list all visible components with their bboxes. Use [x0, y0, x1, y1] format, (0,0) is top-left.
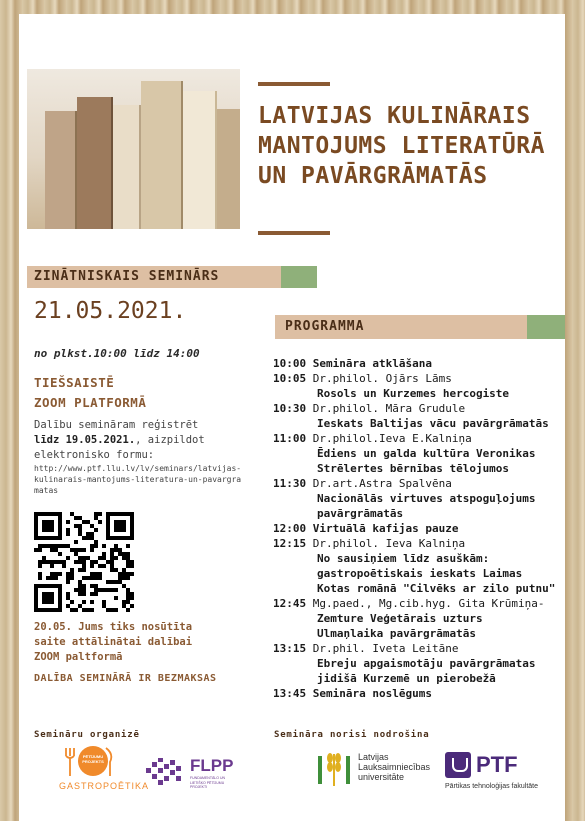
programme-item	[273, 536, 565, 551]
programme-item-line	[273, 446, 565, 461]
programme-item-line	[273, 386, 565, 401]
programme-text: Dr.phil. Iveta Leitāne	[312, 642, 459, 655]
llu-line: Latvijas	[358, 752, 389, 762]
qr-module	[118, 580, 122, 584]
programme-item-line	[273, 461, 565, 476]
qr-module	[38, 560, 42, 564]
flpp-subtitle	[190, 776, 225, 790]
qr-module	[114, 588, 118, 592]
qr-module	[110, 556, 114, 560]
qr-module	[130, 564, 134, 568]
qr-module	[98, 572, 102, 576]
qr-module	[66, 556, 70, 560]
programme-item	[273, 371, 565, 386]
programme-text: Dr.philol. Ieva Kalniņa	[312, 537, 466, 550]
qr-module	[78, 532, 82, 536]
qr-module	[90, 544, 94, 548]
qr-module	[86, 536, 90, 540]
qr-module	[122, 576, 126, 580]
programme-text: Ēdiens un galda kultūra Veronikas	[317, 447, 536, 460]
qr-module	[78, 604, 82, 608]
programme-text: Semināra noslēgums	[312, 687, 432, 700]
qr-module	[94, 544, 98, 548]
ptf-name: PTF	[476, 752, 518, 777]
qr-module	[82, 600, 86, 604]
programme-text: gastropoētiskais ieskats Laimas	[317, 567, 523, 580]
qr-module	[118, 552, 122, 556]
online-line: ZOOM PLATFORMĀ	[34, 395, 147, 410]
qr-module	[94, 584, 98, 588]
qr-module	[122, 600, 126, 604]
qr-module	[78, 548, 82, 552]
qr-module	[42, 560, 46, 564]
programme-item	[273, 356, 565, 371]
programme-item	[273, 401, 565, 416]
programme-item-line	[273, 491, 565, 506]
qr-module	[90, 572, 94, 576]
qr-module	[102, 604, 106, 608]
qr-module	[86, 608, 90, 612]
qr-module	[62, 564, 66, 568]
programme-item-line	[273, 566, 565, 581]
programme-time: 11:00	[273, 432, 313, 445]
qr-module	[82, 576, 86, 580]
qr-module	[122, 556, 126, 560]
notice-line: saite attālinātai dalībai	[34, 636, 193, 648]
programme-text: Nacionālās virtuves atspoguļojums	[317, 492, 536, 505]
qr-module	[94, 528, 98, 532]
qr-module	[122, 584, 126, 588]
qr-module	[50, 548, 54, 552]
programme-accent	[527, 315, 565, 339]
qr-module	[94, 588, 98, 592]
qr-module	[38, 544, 42, 548]
programme-item	[273, 596, 565, 611]
gastro-badge-line: PROJEKTS	[82, 759, 104, 764]
qr-module	[86, 556, 90, 560]
qr-module	[126, 600, 130, 604]
programme-text: Rosols un Kurzemes hercogiste	[317, 387, 510, 400]
title-line: MANTOJUMS LITERATŪRĀ	[258, 133, 545, 159]
qr-module	[98, 556, 102, 560]
llu-name	[358, 752, 430, 782]
qr-module	[106, 560, 110, 564]
title-rule-top	[258, 82, 330, 86]
qr-module	[90, 524, 94, 528]
qr-module	[126, 560, 130, 564]
qr-module	[82, 568, 86, 572]
qr-module	[38, 572, 42, 576]
qr-module	[42, 520, 54, 532]
qr-module	[90, 608, 94, 612]
qr-module	[130, 560, 134, 564]
qr-module	[66, 544, 70, 548]
qr-module	[98, 564, 102, 568]
qr-module	[130, 572, 134, 576]
qr-module	[90, 548, 94, 552]
seminar-type-label: ZINĀTNISKAIS SEMINĀRS	[34, 269, 220, 284]
qr-module	[102, 564, 106, 568]
programme-time: 10:05	[273, 372, 313, 385]
qr-module	[110, 580, 114, 584]
programme-time: 12:45	[273, 597, 313, 610]
online-info	[34, 373, 146, 413]
flpp-name: FLPP	[190, 756, 234, 775]
programme-item	[273, 431, 565, 446]
flpp-sub-line: FUNDAMENTĀLO UN	[190, 776, 226, 780]
qr-module	[82, 592, 86, 596]
qr-module	[78, 592, 82, 596]
qr-module	[94, 512, 98, 516]
programme-time: 10:30	[273, 402, 313, 415]
qr-module	[114, 580, 118, 584]
qr-module	[110, 560, 114, 564]
qr-module	[102, 556, 106, 560]
programme-text: Ulmaņlaika pavārgrāmatās	[317, 627, 476, 640]
registration-line: , aizpildot	[135, 434, 205, 446]
qr-module	[94, 516, 98, 520]
registration-deadline: līdz 19.05.2021.	[34, 434, 136, 446]
qr-module	[70, 600, 74, 604]
seminar-date: 21.05.2021.	[34, 298, 187, 324]
qr-module	[54, 544, 58, 548]
programme-time: 12:00	[273, 522, 313, 535]
programme-item-line	[273, 611, 565, 626]
qr-module	[42, 592, 54, 604]
qr-module	[90, 536, 94, 540]
registration-link[interactable]: http://www.ptf.llu.lv/lv/seminars/latvijas-kulinarais-mantojums-literatura-un-pavargramatas	[34, 464, 242, 495]
qr-module	[78, 524, 82, 528]
qr-module	[58, 544, 62, 548]
qr-module	[78, 556, 82, 560]
title-rule-bottom	[258, 231, 330, 235]
qr-module	[122, 568, 126, 572]
qr-module	[38, 564, 42, 568]
qr-module	[118, 548, 122, 552]
qr-module	[46, 544, 50, 548]
qr-module	[126, 552, 130, 556]
qr-module	[98, 576, 102, 580]
qr-module	[90, 532, 94, 536]
qr-code[interactable]	[34, 512, 134, 612]
programme-text: Dr.philol.Ieva E.Kalniņa	[312, 432, 472, 445]
qr-module	[126, 556, 130, 560]
qr-module	[66, 596, 70, 600]
qr-module	[82, 548, 86, 552]
organizer-label: Semināru organizē	[34, 730, 140, 740]
free-participation: DALĪBA SEMINĀRĀ IR BEZMAKSAS	[34, 673, 217, 684]
qr-module	[110, 588, 114, 592]
qr-module	[114, 544, 118, 548]
qr-module	[130, 604, 134, 608]
qr-module	[82, 564, 86, 568]
llu-line: universitāte	[358, 772, 405, 782]
qr-module	[82, 536, 86, 540]
qr-module	[98, 588, 102, 592]
qr-module	[114, 520, 126, 532]
programme-item-line	[273, 416, 565, 431]
qr-module	[58, 572, 62, 576]
qr-module	[110, 564, 114, 568]
qr-module	[70, 512, 74, 516]
qr-module	[106, 588, 110, 592]
qr-module	[66, 572, 70, 576]
qr-module	[50, 572, 54, 576]
qr-module	[74, 540, 78, 544]
qr-module	[82, 520, 86, 524]
qr-module	[70, 568, 74, 572]
qr-module	[130, 592, 134, 596]
qr-module	[62, 560, 66, 564]
flpp-sub-line: LIETIŠĶO PĒTĪJUMU	[190, 780, 225, 785]
books-image	[27, 69, 240, 229]
qr-module	[86, 532, 90, 536]
programme-text: Ieskats Baltijas vācu pavārgrāmatās	[317, 417, 549, 430]
programme-time: 10:00	[273, 357, 313, 370]
programme-text: Kotas romānā "Cilvēks ar zilo putnu"	[317, 582, 556, 595]
programme-item-line	[273, 506, 565, 521]
programme-time: 13:15	[273, 642, 313, 655]
qr-module	[54, 576, 58, 580]
qr-module	[62, 544, 66, 548]
qr-module	[110, 608, 114, 612]
qr-module	[94, 560, 98, 564]
qr-module	[114, 556, 118, 560]
qr-module	[78, 560, 82, 564]
qr-module	[94, 576, 98, 580]
qr-module	[50, 560, 54, 564]
qr-module	[42, 544, 46, 548]
notice-line: ZOOM paltformā	[34, 651, 123, 663]
qr-module	[118, 576, 122, 580]
qr-module	[82, 608, 86, 612]
qr-module	[102, 600, 106, 604]
qr-module	[90, 600, 94, 604]
programme-text: No sausiņiem līdz asuškām:	[317, 552, 490, 565]
qr-module	[74, 552, 78, 556]
qr-module	[126, 544, 130, 548]
programme-item-line	[273, 656, 565, 671]
qr-module	[66, 592, 70, 596]
qr-module	[90, 592, 94, 596]
seminar-type-accent	[281, 266, 317, 288]
qr-module	[50, 544, 54, 548]
qr-module	[114, 608, 118, 612]
ptf-badge-icon	[445, 752, 471, 778]
qr-module	[54, 548, 58, 552]
qr-module	[38, 548, 42, 552]
llu-line: Lauksaimniecības	[358, 762, 431, 772]
registration-line: Dalību semināram reģistrēt	[34, 419, 199, 431]
programme-item-line	[273, 581, 565, 596]
notice-line: 20.05. Jums tiks nosūtīta	[34, 621, 193, 633]
title-line: LATVIJAS KULINĀRAIS	[258, 103, 531, 129]
qr-module	[42, 556, 46, 560]
programme-item-line	[273, 671, 565, 686]
programme-text: Dr.philol. Ojārs Lāms	[312, 372, 452, 385]
programme-item	[273, 521, 565, 536]
qr-module	[118, 572, 122, 576]
wheat-icon	[316, 748, 352, 788]
qr-module	[82, 588, 86, 592]
qr-module	[70, 608, 74, 612]
qr-module	[78, 588, 82, 592]
gastro-badge-line: PĒTĪJUMU	[82, 754, 104, 759]
programme-item-line	[273, 551, 565, 566]
qr-module	[82, 556, 86, 560]
qr-module	[74, 588, 78, 592]
qr-module	[66, 576, 70, 580]
qr-module	[34, 548, 38, 552]
qr-module	[78, 528, 82, 532]
qr-module	[126, 564, 130, 568]
programme-time: 12:15	[273, 537, 313, 550]
qr-module	[94, 572, 98, 576]
qr-module	[126, 608, 130, 612]
programme-text: Dr.art.Astra Spalvēna	[312, 477, 452, 490]
qr-module	[98, 520, 102, 524]
qr-module	[86, 576, 90, 580]
qr-module	[82, 584, 86, 588]
qr-module	[114, 568, 118, 572]
qr-module	[122, 604, 126, 608]
qr-module	[46, 576, 50, 580]
qr-module	[110, 548, 114, 552]
qr-module	[66, 604, 70, 608]
programme-text: Strēlertes bērnības tēlojumos	[317, 462, 510, 475]
gastro-name: GASTROPOĒTIKA	[59, 781, 150, 791]
knife-icon	[102, 746, 118, 778]
qr-module	[90, 584, 94, 588]
programme-item	[273, 476, 565, 491]
programme-heading: PROGRAMMA	[285, 319, 365, 334]
qr-module	[126, 596, 130, 600]
registration-line: elektronisko formu:	[34, 449, 155, 461]
qr-module	[74, 524, 78, 528]
qr-module	[54, 572, 58, 576]
qr-module	[66, 528, 70, 532]
programme-time: 13:45	[273, 687, 313, 700]
programme-text: Zemture Veģetārais uzturs	[317, 612, 483, 625]
qr-module	[102, 544, 106, 548]
programme-text: Ebreju apgaismotāju pavārgrāmatas	[317, 657, 536, 670]
qr-module	[70, 576, 74, 580]
seminar-title	[258, 101, 558, 191]
qr-module	[82, 560, 86, 564]
programme-text: jidišā Kurzemē un pierobežā	[317, 672, 496, 685]
qr-module	[126, 592, 130, 596]
qr-module	[90, 564, 94, 568]
qr-module	[50, 576, 54, 580]
qr-module	[70, 548, 74, 552]
qr-module	[90, 576, 94, 580]
qr-module	[50, 564, 54, 568]
programme-item-line	[273, 626, 565, 641]
programme-text: Dr.philol. Māra Grudule	[312, 402, 466, 415]
qr-module	[74, 608, 78, 612]
zoom-notice	[34, 620, 224, 665]
qr-module	[106, 608, 110, 612]
qr-module	[110, 552, 114, 556]
qr-module	[106, 580, 110, 584]
qr-module	[126, 572, 130, 576]
qr-module	[58, 560, 62, 564]
qr-module	[46, 560, 50, 564]
qr-module	[102, 588, 106, 592]
qr-module	[90, 560, 94, 564]
flpp-pixel-icon	[144, 756, 186, 788]
qr-module	[122, 572, 126, 576]
qr-module	[102, 552, 106, 556]
qr-module	[114, 548, 118, 552]
qr-module	[78, 516, 82, 520]
qr-module	[110, 568, 114, 572]
seminar-time: no plkst.10:00 līdz 14:00	[34, 347, 200, 360]
qr-module	[114, 596, 118, 600]
qr-module	[130, 596, 134, 600]
flpp-sub-line: PROJEKTI	[190, 785, 208, 789]
ptf-subtitle: Pārtikas tehnoloģijas fakultāte	[445, 783, 538, 790]
qr-module	[98, 512, 102, 516]
qr-module	[54, 560, 58, 564]
registration-text	[34, 418, 234, 463]
qr-module	[86, 520, 90, 524]
qr-module	[70, 572, 74, 576]
qr-module	[74, 516, 78, 520]
qr-module	[94, 592, 98, 596]
programme-item	[273, 686, 565, 701]
programme-time: 11:30	[273, 477, 313, 490]
qr-module	[58, 552, 62, 556]
qr-module	[126, 588, 130, 592]
qr-module	[78, 584, 82, 588]
qr-module	[74, 548, 78, 552]
qr-module	[94, 540, 98, 544]
qr-module	[126, 576, 130, 580]
host-label: Semināra norisi nodrošina	[274, 730, 430, 740]
qr-module	[66, 520, 70, 524]
qr-module	[122, 552, 126, 556]
qr-module	[74, 560, 78, 564]
programme-text: pavārgrāmatās	[317, 507, 404, 520]
programme-list	[273, 356, 565, 701]
qr-module	[66, 580, 70, 584]
programme-text: Semināra atklāšana	[312, 357, 432, 370]
programme-text: Virtuālā kafijas pauze	[312, 522, 459, 535]
title-line: UN PAVĀRGRĀMATĀS	[258, 163, 488, 189]
programme-item	[273, 641, 565, 656]
qr-module	[38, 576, 42, 580]
online-line: TIEŠSAISTĒ	[34, 375, 115, 390]
qr-module	[78, 568, 82, 572]
qr-module	[66, 532, 70, 536]
programme-text: Mg.paed., Mg.cib.hyg. Gita Krūmiņa-	[312, 597, 545, 610]
qr-module	[78, 580, 82, 584]
